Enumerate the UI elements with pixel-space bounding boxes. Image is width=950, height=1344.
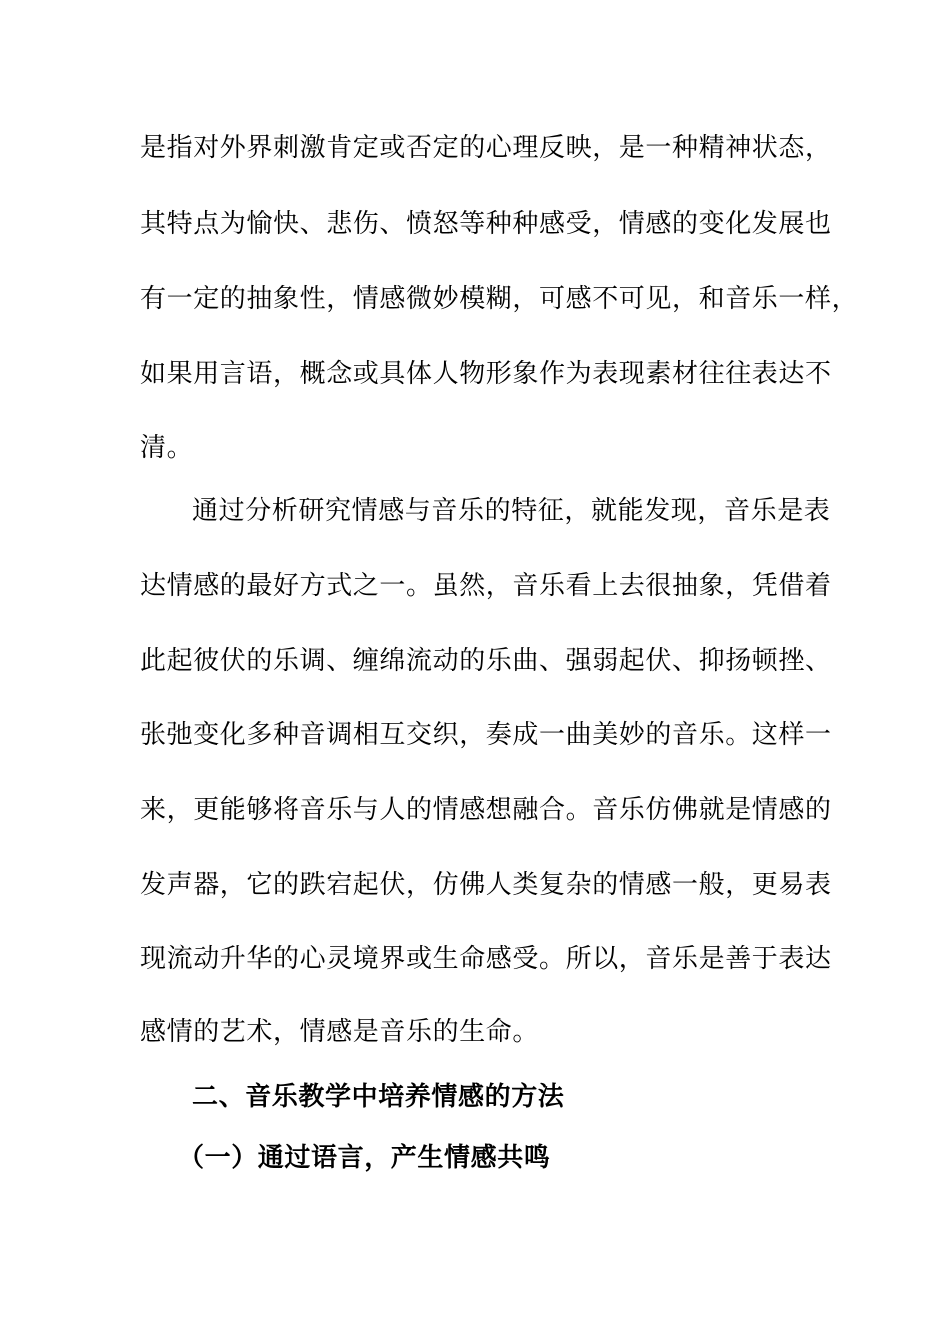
paragraph-line: 感情的艺术，情感是音乐的生命。 — [140, 1017, 540, 1047]
section-heading: 二、音乐教学中培养情感的方法 — [192, 1082, 565, 1112]
paragraph-line: 如果用言语，概念或具体人物形象作为表现素材往往表达不 — [140, 359, 832, 389]
paragraph-line: 通过分析研究情感与音乐的特征，就能发现，音乐是表 — [192, 496, 831, 526]
paragraph-line: 其特点为愉快、悲伤、愤怒等种种感受，情感的变化发展也 — [140, 209, 832, 239]
paragraph-line: 是指对外界刺激肯定或否定的心理反映，是一种精神状态， — [140, 133, 832, 163]
paragraph-line: 现流动升华的心灵境界或生命感受。所以，音乐是善于表达 — [140, 944, 832, 974]
paragraph-line: 清。 — [140, 433, 194, 463]
paragraph-line: 发声器，它的跌宕起伏，仿佛人类复杂的情感一般，更易表 — [140, 870, 832, 900]
paragraph-line: 此起彼伏的乐调、缠绵流动的乐曲、强弱起伏、抑扬顿挫、 — [140, 646, 832, 676]
paragraph-line: 有一定的抽象性，情感微妙模糊，可感不可见，和音乐一样， — [140, 284, 859, 314]
paragraph-line: 张弛变化多种音调相互交织，奏成一曲美妙的音乐。这样一 — [140, 720, 832, 750]
paragraph-line: 来，更能够将音乐与人的情感想融合。音乐仿佛就是情感的 — [140, 795, 832, 825]
paragraph-line: 达情感的最好方式之一。虽然，音乐看上去很抽象，凭借着 — [140, 571, 832, 601]
subsection-heading: （一）通过语言，产生情感共鸣 — [178, 1143, 551, 1173]
